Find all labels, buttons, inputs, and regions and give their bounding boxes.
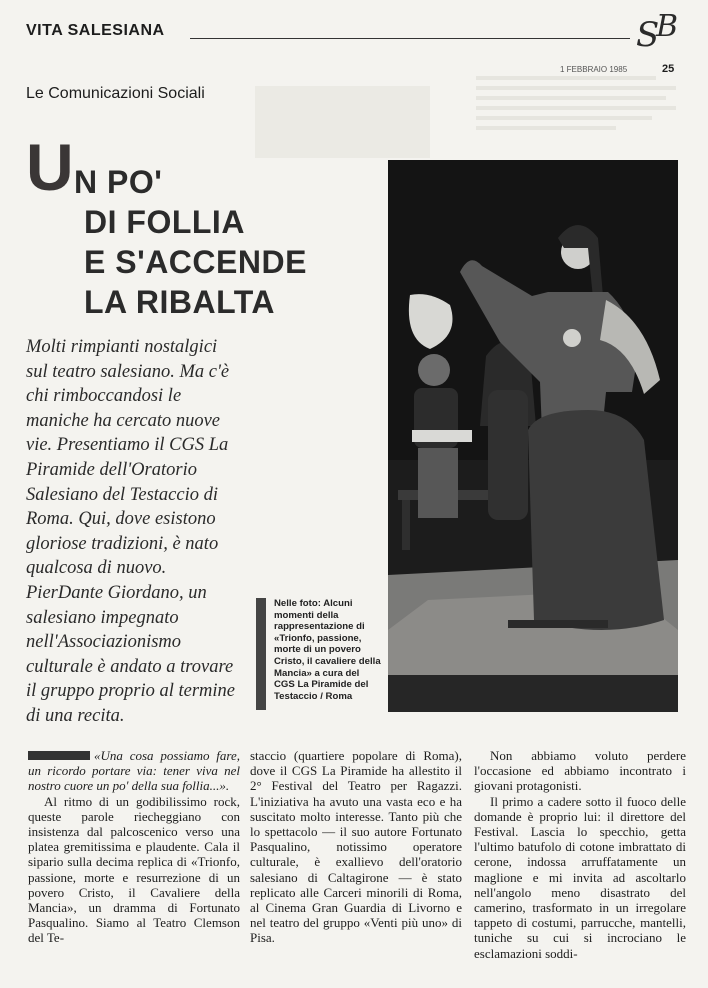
caption-bar (256, 598, 266, 710)
quote-marker (28, 751, 90, 760)
svg-text:B: B (656, 9, 679, 44)
column-1-text: Al ritmo di un godibilissimo rock, queste parole riecheggiano con insistenza dal palcoscenico verso una platea gremitissima e plaudente. Cala il sipario sulla decima replica di «Trionfo, passione, morte e resurrezione di un povero Cristo, il Cavaliere della Mancia», un dramma di Fortunato Pasqualino. Siamo al Teatro Clemson del Te- (28, 793, 240, 946)
headline-line-3: E S'ACCENDE (84, 244, 307, 280)
headline (26, 130, 386, 324)
svg-text:S: S (636, 15, 660, 55)
photo-caption: Nelle foto: Alcuni momenti della rappresentazione di «Trionfo, passione, morte di un povero Cristo, il cavaliere della Mancia» a cura del CGS La Piramide del Testaccio / Roma (274, 598, 381, 702)
headline-line-2: DI FOLLIA (84, 204, 245, 240)
column-3-paragraph-1: Non abbiamo voluto perdere l'occasione ed abbiamo incontrato i giovani protagonisti. (474, 748, 686, 794)
body-column-2 (250, 748, 462, 946)
rubric: Le Comunicazioni Sociali (26, 85, 205, 102)
issue-date: 1 FEBBRAIO 1985 (560, 65, 628, 74)
headline-line-1: N PO' (74, 164, 163, 200)
column-3-paragraph-2: Il primo a cadere sotto il fuoco delle domande è proprio lui: il direttore del Festival. Lascia lo specchio, getta l'ultimo batufolo di cotone imbrattato di cerone, indossa arruffatamente un maglione e mi invita ad ascoltarlo nell'angolo meno disastrato del camerino, trasformato in un irregolare tappeto di costumi, parrucche, mantelli, tuniche su cui si incrociano le esclamazioni soddi- (474, 793, 686, 961)
column-2-text: staccio (quartiere popolare di Roma), dove il CGS La Piramide ha allestito il 2° Festival del Teatro per Ragazzi. L'iniziativa ha avuto una vasta eco e ha suscitato molto interesse. Tanto più che lo spettacolo — il suo autore Fortunato Pasqualino, notissimo operatore culturale, è exallievo dell'oratorio salesiano di Caltagirone — è stato replicato alle Carceri minorili di Roma, al Cinema Gran Guardia di Livorno e nel teatro del gruppo «Venti più uno» di Pisa. (250, 748, 462, 946)
body-column-1 (28, 748, 240, 946)
header-rule (190, 38, 630, 39)
lead-paragraph: Molti rimpianti nostalgici sul teatro salesiano. Ma c'è chi rimboccandosi le maniche ha cercato nuove vie. Presentiamo il CGS La Piramide dell'Oratorio Salesiano del Testaccio di Roma. Qui, dove esistono gloriose tradizioni, è nato qualcosa di nuovo. PierDante Giordano, un salesiano impegnato nell'Associazionismo culturale è andato a trovare il gruppo proprio al termine di una recita. (26, 337, 235, 726)
section-title: VITA SALESIANA (26, 22, 165, 39)
headline-line-4: LA RIBALTA (84, 284, 276, 320)
headline-initial: U (26, 130, 74, 204)
stage-photo (388, 160, 678, 712)
opening-quote: «Una cosa possiamo fare, un ricordo portare via: tener viva nel nostro cuore un po' della sua follia...». (28, 748, 240, 794)
page-number: 25 (662, 63, 675, 75)
bleed-through-lines (476, 70, 676, 156)
body-column-3 (474, 748, 686, 961)
sb-logo (632, 6, 688, 58)
